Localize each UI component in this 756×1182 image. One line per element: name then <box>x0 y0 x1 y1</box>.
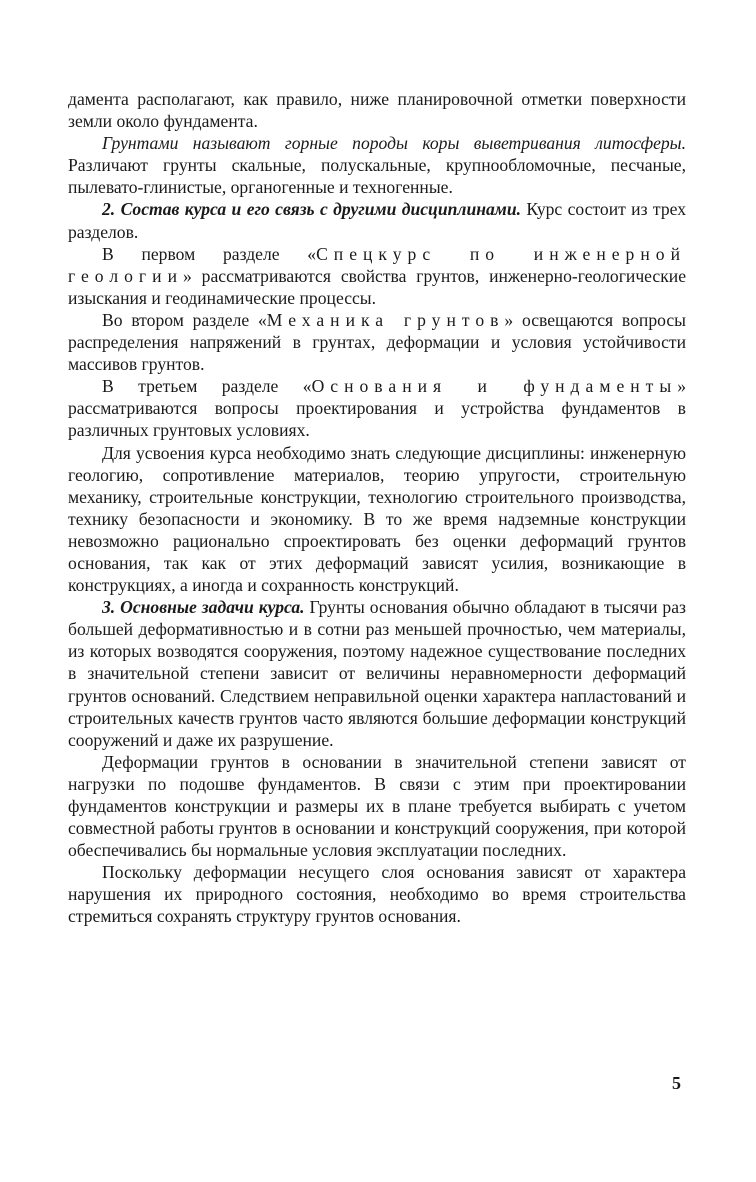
spaced-title: Основания и фундаменты <box>311 376 678 397</box>
paragraph-text: Для усвоения курса необходимо знать следующие дисциплины: инженерную геологию, сопротивление материалов, теорию упругости, строительную механику, строительные конструкции, технологию строительного производства, технику безопасности и экономику. В то же время надземные конструкции невозможно рационально спроектировать без оценки деформаций грунтов основания, так как от этих деформаций зависят усилия, возникающие в конструкциях, а иногда и сохранность конструкций. <box>68 442 686 596</box>
paragraph-deformations <box>68 751 686 861</box>
paragraph-section-2 <box>68 198 686 242</box>
paragraph-section-3 <box>68 596 686 751</box>
paragraph-prerequisites <box>68 442 686 597</box>
paragraph-text: Деформации грунтов в основании в значительной степени зависят от нагрузки по подошве фундаментов. В связи с этим при проектировании фундаментов конструкции и размеры их в плане требуется выбирать с учетом совместной работы грунтов в основании и конструкций сооружения, при которой обеспечивались бы нормальные условия эксплуатации последних. <box>68 751 686 861</box>
spaced-title: Механика грунтов <box>266 309 505 330</box>
definition-italic: Грунтами называют горные породы коры выветривания литосферы. <box>102 133 686 154</box>
paragraph-text: Поскольку деформации несущего слоя основания зависят от характера нарушения их природного состояния, необходимо во время строительства стремиться сохранять структуру грунтов основания. <box>68 862 686 927</box>
paragraph-text: В первом разделе « <box>102 243 317 264</box>
paragraph-text: Грунты основания обычно обладают в тысячи раз большей деформативностью и в сотни раз меньшей прочностью, чем материалы, из которых возводятся сооружения, поэтому надежное существование последних в значительной степени зависит от величины неравномерности деформаций грунтов оснований. Следствием неправильной оценки характера напластований и строительных качеств грунтов часто являются большие деформации конструкций сооружений и даже их разрушение. <box>68 597 686 750</box>
paragraph-soil-definition <box>68 132 686 198</box>
paragraph-text: Во втором разделе « <box>102 309 267 330</box>
paragraph-text: » освещаются вопросы распределения напряжений в грунтах, деформации и условия устойчивости массивов грунтов. <box>68 309 686 375</box>
spaced-title: Спецкурс по инженерной геологии <box>68 243 686 286</box>
paragraph-text: Различают грунты скальные, полускальные, крупнообломочные, песчаные, пылевато-глинистые, органогенные и техногенные. <box>68 155 686 198</box>
paragraph-second-part <box>68 309 686 375</box>
section-heading: 3. Основные задачи курса. <box>102 597 305 618</box>
paragraph-structure <box>68 861 686 927</box>
paragraph-text: Курс состоит из трех разделов. <box>68 199 686 242</box>
paragraph-text: » рассматриваются свойства грунтов, инженерно-геологические изыскания и геодинамические процессы. <box>68 265 686 308</box>
paragraph-third-part <box>68 375 686 441</box>
paragraph-first-part <box>68 243 686 309</box>
paragraph-text: » рассматриваются вопросы проектирования и устройства фундаментов в различных грунтовых условиях. <box>68 376 686 441</box>
paragraph-text: В третьем разделе « <box>102 376 312 397</box>
section-heading: 2. Состав курса и его связь с другими дисциплинами. <box>102 199 522 220</box>
paragraph-continuation <box>68 88 686 132</box>
paragraph-text: дамента располагают, как правило, ниже планировочной отметки поверхности земли около фундамента. <box>68 89 686 132</box>
page-body <box>68 88 686 928</box>
page-number: 5 <box>672 1073 681 1093</box>
